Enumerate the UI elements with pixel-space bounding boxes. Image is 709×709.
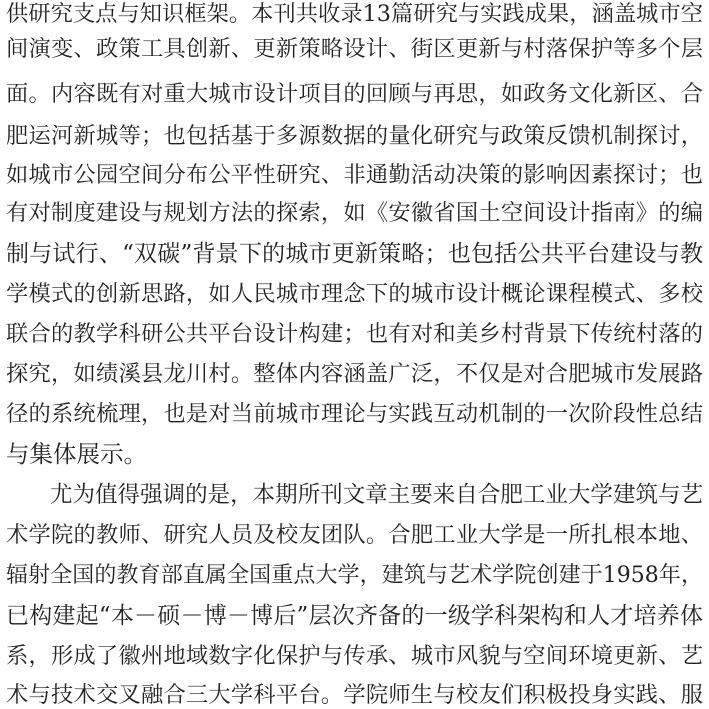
- text-line: 学模式的创新思路，如人民城市理念下的城市设计概论课程模式、多校: [6, 281, 703, 307]
- text-line: 径的系统梳理，也是对当前城市理论与实践互动机制的一次阶段性总结: [6, 401, 703, 427]
- text-line: 辐射全国的教育部直属全国重点大学，建筑与艺术学院创建于1958年，: [6, 563, 703, 588]
- text-line: 有对制度建设与规划方法的探索，如《安徽省国土空间设计指南》的编: [6, 200, 703, 226]
- text-line: 制与试行、“双碳”背景下的城市更新策略；也包括公共平台建设与教: [6, 241, 703, 267]
- text-line: 尤为值得强调的是，本期所刊文章主要来自合肥工业大学建筑与艺: [50, 482, 703, 508]
- text-line: 系，形成了徽州地域数字化保护与传承、城市风貌与空间环境更新、艺: [6, 643, 703, 669]
- text-line: 术与技术交叉融合三大学科平台。学院师生与校友们积极投身实践、服: [6, 682, 703, 708]
- text-line: 探究，如绩溪县龙川村。整体内容涵盖广泛，不仅是对合肥城市发展路: [6, 361, 703, 387]
- text-line: 面。内容既有对重大城市设计项目的回顾与再思，如政务文化新区、合: [6, 81, 703, 107]
- text-line: 肥运河新城等；也包括基于多源数据的量化研究与政策反馈机制探讨，: [6, 123, 703, 149]
- text-line: 供研究支点与知识框架。本刊共收录13篇研究与实践成果，涵盖城市空: [6, 1, 703, 27]
- text-line: 间演变、政策工具创新、更新策略设计、街区更新与村落保护等多个层: [6, 36, 703, 62]
- text-line: 如城市公园空间分布公平性研究、非通勤活动决策的影响因素探讨；也: [6, 162, 703, 188]
- text-line: 与集体展示。: [6, 440, 147, 468]
- text-line: 术学院的教师、研究人员及校友团队。合肥工业大学是一所扎根本地、: [6, 522, 703, 548]
- text-line: 联合的教学科研公共平台设计构建；也有对和美乡村背景下传统村落的: [6, 321, 703, 347]
- text-line: 已构建起“本－硕－博－博后”层次齐备的一级学科架构和人才培养体: [6, 603, 703, 629]
